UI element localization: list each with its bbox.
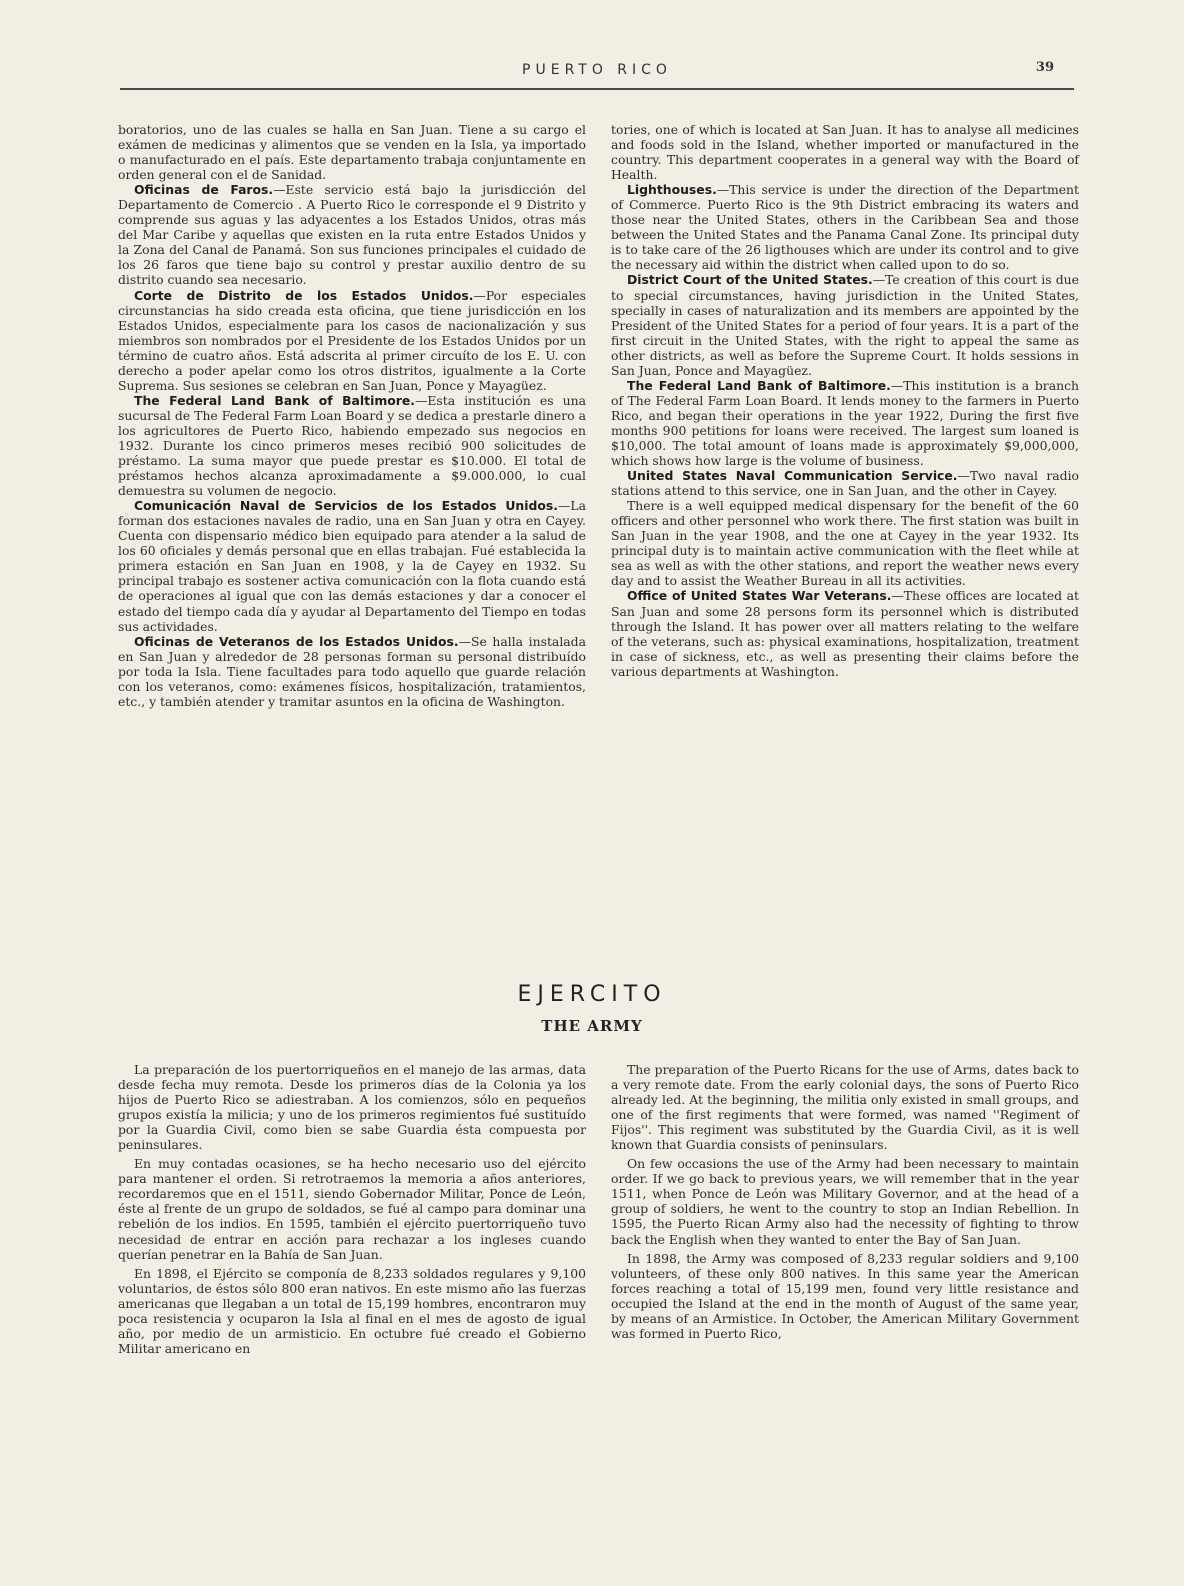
paragraph xyxy=(611,468,1079,498)
paragraph-heading: Corte de Distrito de los Estados Unidos. xyxy=(134,287,474,303)
paragraph-heading: United States Naval Communication Service. xyxy=(627,468,958,484)
english-column-top xyxy=(611,122,1079,679)
paragraph xyxy=(118,634,586,709)
paragraph xyxy=(118,288,586,393)
paragraph-text: —Te creation of this court is due to special circumstances, having jurisdiction in the United States, specially in cases of naturalization and its members are appointed by the President of the United States for a period of four years. It is a part of the first circuit in the United States, with the right to appeal the same as other districts, as well as before the Supreme Court. It holds sessions in San Juan, Ponce and Mayagüez. xyxy=(611,272,1079,378)
paragraph: En 1898, el Ejército se componía de 8,233 soldados regulares y 9,100 voluntarios, de éstos sólo 800 eran nativos. En este mismo año las fuerzas americanas que llegaban a un total de 15,199 hombres, encontraron muy poca resistencia y ocuparon la Isla al final en el mes de agosto de igual año, por medio de un armisticio. En octubre fué creado el Gobierno Militar americano en xyxy=(118,1265,586,1356)
spanish-column-top xyxy=(118,122,586,709)
paragraph-heading: Oficinas de Faros. xyxy=(134,182,274,198)
paragraph xyxy=(611,588,1079,678)
paragraph: On few occasions the use of the Army had been necessary to maintain order. If we go back to previous years, we will remember that in the year 1511, when Ponce de León was Military Governor, and at the head of a group of soldiers, he went to the country to stop an Indian Rebellion. In 1595, the Puerto Rican Army also had the necessity of fighting to throw back the English when they wanted to enter the Bay of San Juan. xyxy=(611,1156,1079,1247)
page-number: 39 xyxy=(1035,60,1054,75)
paragraph: The preparation of the Puerto Ricans for the use of Arms, dates back to a very remote date. From the early colonial days, the sons of Puerto Rico already led. At the beginning, the militia only existed in small groups, and one of the first regiments that were formed, was named ''Regiment of Fijos''. This regiment was substituted by the Guardia Civil, as it is well known that Guardia consists of peninsulars. xyxy=(611,1062,1079,1153)
spanish-column-bottom xyxy=(118,1062,586,1360)
paragraph-heading: Lighthouses. xyxy=(627,182,717,198)
paragraph-heading: The Federal Land Bank of Baltimore. xyxy=(627,377,891,393)
paragraph xyxy=(118,122,586,182)
paragraph-text: —Este servicio está bajo la jurisdicción del Departamento de Comercio . A Puerto Rico le corresponde el 9 Distrito y comprende sus aguas y las adyacentes a los Estados Unidos, otras más del Mar Caribe y aquellas que existen en la ruta entre Estados Unidos y la Zona del Canal de Panamá. Son sus funciones principales el cuidado de los 26 faros que tiene bajo su control y prestar auxilio dentro de su distrito cuando sea necesario. xyxy=(118,182,586,288)
section-subtitle: THE ARMY xyxy=(541,1017,643,1035)
paragraph xyxy=(118,498,586,633)
paragraph-heading: Oficinas de Veteranos de los Estados Unidos. xyxy=(134,633,459,649)
paragraph-text: —Esta institución es una sucursal de The Federal Farm Loan Board y se dedica a prestarle dinero a los agricultores de Puerto Rico, habiendo empezado sus negocios en 1932. Durante los cinco primeros meses recibió 900 solicitudes de préstamo. La suma mayor que puede prestar es $10.000. El total de préstamos hechos alcanza aproximadamente a $9.000.000, lo cual demuestra su volumen de negocio. xyxy=(118,392,586,499)
paragraph: En muy contadas ocasiones, se ha hecho necesario uso del ejército para mantener el orden. Si retrotraemos la memoria a años anteriores, recordaremos que en el 1511, siendo Gobernador Militar, Ponce de León, éste al frente de un grupo de soldados, se fué al campo para dominar una rebelión de los indios. En 1595, también el ejército puertorriqueño tuvo necesidad de entrar en acción para rechazar a los ingleses cuando querían penetrar en la Bahía de San Juan. xyxy=(118,1156,586,1262)
running-title: PUERTO RICO xyxy=(522,62,672,78)
paragraph-text: —Se halla instalada en San Juan y alrededor de 28 personas forman su personal distribuído por toda la Isla. Tiene facultades para todo aquello que guarde relación con los veteranos, como: exámenes físicos, hospitalización, tratamientos, etc., y también atender y tramitar asuntos en la oficina de Washington. xyxy=(118,633,586,709)
paragraph-text: —This institution is a branch of The Federal Farm Loan Board. It lends money to the farmers in Puerto Rico, and began their operations in the year 1922, During the first five months 900 petitions for loans were received. The largest sum loaned is $10,000. The total amount of loans made is approximately $9,000,000, which shows how large is the volume of business. xyxy=(611,377,1079,469)
paragraph-text: —This service is under the direction of the Department of Commerce. Puerto Rico is the 9th District embracing its waters and those near the United States, others in the Caribbean Sea and those between the United States and the Panama Canal Zone. Its principal duty is to take care of the 26 ligthouses which are under its control and to give the necessary aid within the district when called upon to do so. xyxy=(611,182,1079,273)
header-rule xyxy=(120,88,1074,90)
paragraph-text: —Por especiales circunstancias ha sido creada esta oficina, que tiene jurisdicción en los Estados Unidos, especialmente para los casos de nacionalización y sus miembros son nombrados por el Presidente de los Estados Unidos por un término de cuatro años. Está adscrita al primer circuíto de los E. U. con derecho a poder apelar como los otros distritos, igualmente a la Corte Suprema. Sus sesiones se celebran en San Juan, Ponce y Mayagüez. xyxy=(118,287,586,393)
paragraph: In 1898, the Army was composed of 8,233 regular soldiers and 9,100 volunteers, of these only 800 natives. In this same year the American forces reaching a total of 15,199 men, found very little resistance and occupied the Island at the end in the month of August of the same year, by means of an Armistice. In October, the American Military Government was formed in Puerto Rico, xyxy=(611,1250,1079,1341)
paragraph-text: —These offices are located at San Juan and some 28 persons form its personnel which is distributed through the Island. It has power over all matters relating to the welfare of the veterans, such as: physical examinations, hospitalization, treatment in case of sickness, etc., as well as presenting their claims before the various departments at Washington. xyxy=(611,588,1079,679)
paragraph-heading: Office of United States War Veterans. xyxy=(627,588,892,604)
paragraph xyxy=(611,498,1079,588)
paragraph-text: tories, one of which is located at San Juan. It has to analyse all medicines and foods sold in the Island, whether imported or manufactured in the country. This department cooperates in a general way with the Board of Health. xyxy=(611,122,1079,183)
paragraph xyxy=(611,122,1079,182)
running-header xyxy=(120,58,1074,88)
paragraph-heading: District Court of the United States. xyxy=(627,272,873,288)
paragraph: La preparación de los puertorriqueños en el manejo de las armas, data desde fecha muy remota. Desde los primeros días de la Colonia ya los hijos de Puerto Rico se adiestraban. A los comienzos, sólo en pequeños grupos existía la milicia; y uno de los primeros regimientos fué sustituído por la Guardia Civil, como bien se sabe Guardia ésta compuesta por peninsulares. xyxy=(118,1062,586,1153)
paragraph-text: boratorios, uno de las cuales se halla en San Juan. Tiene a su cargo el exámen de medicinas y alimentos que se venden en la Isla, ya importado o manufacturado en el país. Este departamento trabaja conjuntamente en orden general con el de Sanidad. xyxy=(118,122,586,183)
section-title: EJERCITO xyxy=(517,982,667,1007)
paragraph-text: There is a well equipped medical dispensary for the benefit of the 60 officers and other personnel who work there. The first station was built in San Juan in the year 1908, and the one at Cayey in the year 1932. Its principal duty is to maintain active communication with the fleet while at sea as well as with the other stations, and report the weather news every day and to assist the Weather Bureau in all its activities. xyxy=(611,498,1079,589)
paragraph-heading: The Federal Land Bank of Baltimore. xyxy=(134,392,415,408)
paragraph xyxy=(118,182,586,287)
paragraph xyxy=(118,393,586,498)
paragraph xyxy=(611,272,1079,377)
english-column-bottom xyxy=(611,1062,1079,1345)
paragraph xyxy=(611,378,1079,468)
paragraph-text: —Two naval radio stations attend to this service, one in San Juan, and the other in Cayey. xyxy=(611,468,1080,499)
paragraph-text: —La forman dos estaciones navales de radio, una en San Juan y otra en Cayey. Cuenta con dispensario médico bien equipado para atender a la salud de los 60 oficiales y demás personal que en ellas trabajan. Fué establecida la primera estación en San Juan en 1908, y la de Cayey en 1932. Su principal trabajo es sostener activa comunicación con la flota cuando está de operaciones al igual que con las demás estaciones y dar a conocer el estado del tiempo cada día y ayudar al Departamento del Tiempo en todas sus actividades. xyxy=(118,498,586,634)
paragraph xyxy=(611,182,1079,272)
paragraph-heading: Comunicación Naval de Servicios de los Estados Unidos. xyxy=(134,498,558,514)
